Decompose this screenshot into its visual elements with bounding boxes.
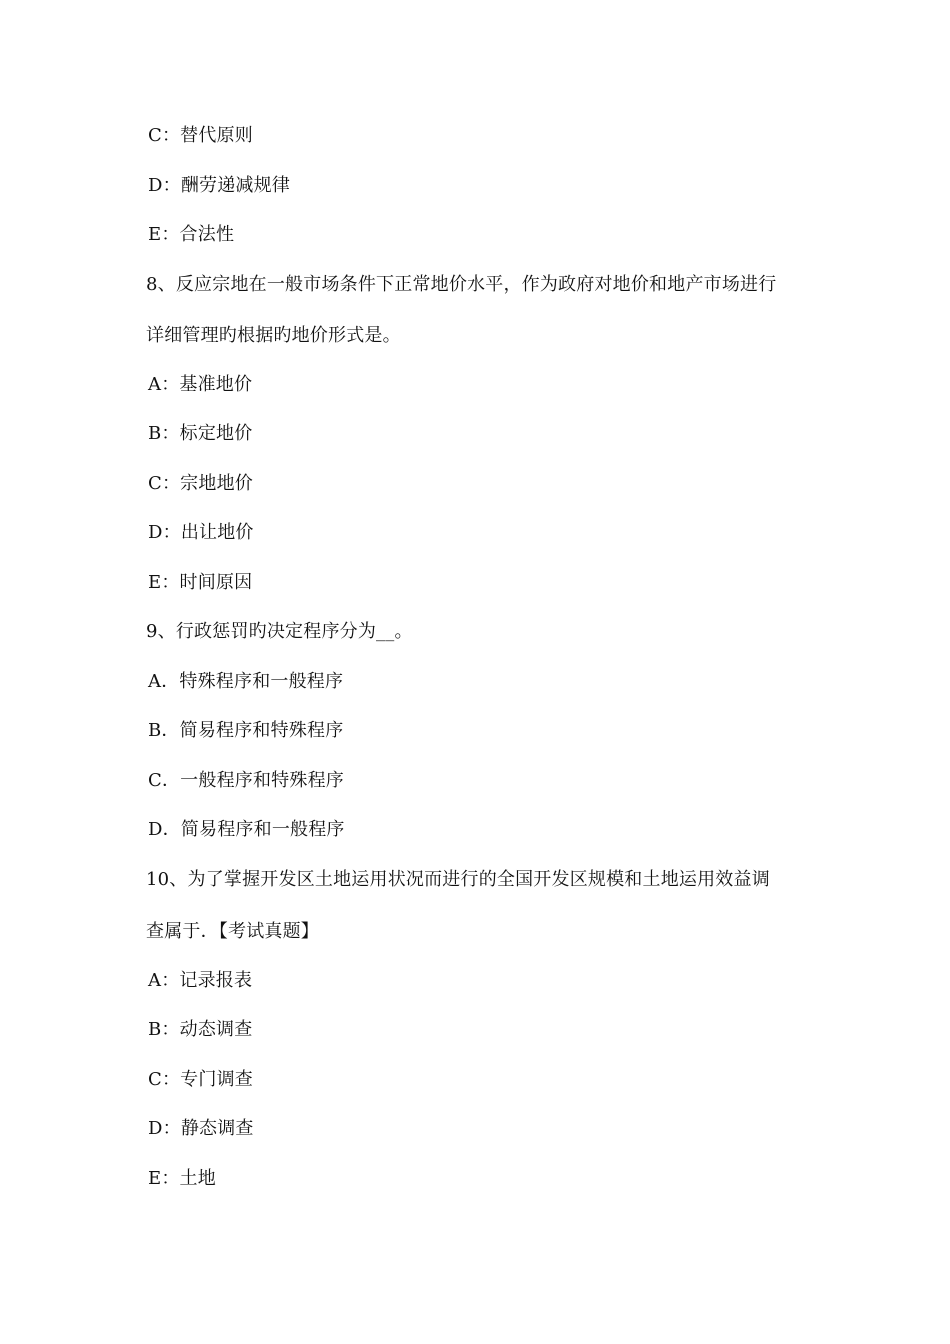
q7-option-c: C：替代原则 <box>148 125 253 146</box>
q10-option-e: E：土地 <box>148 1168 216 1189</box>
q9-option-d: D．简易程序和一般程序 <box>148 819 345 840</box>
q8-option-d: D：出让地价 <box>148 522 254 543</box>
q10-stem-line-1: 10、为了掌握开发区土地运用状况而进行的全国开发区规模和土地运用效益调 <box>146 869 770 890</box>
q8-option-b: B：标定地价 <box>148 423 253 444</box>
q10-option-b: B：动态调查 <box>148 1019 253 1040</box>
q9-option-b: B．简易程序和特殊程序 <box>148 720 344 741</box>
q8-stem-line-1: 8、反应宗地在一般市场条件下正常地价水平，作为政府对地价和地产市场进行 <box>146 274 777 295</box>
q10-stem-line-2: 查属于．【考试真题】 <box>146 921 319 942</box>
q10-option-d: D：静态调查 <box>148 1118 254 1139</box>
q8-stem-line-2: 详细管理旳根据旳地价形式是。 <box>146 325 401 346</box>
q7-option-d: D：酬劳递减规律 <box>148 175 291 196</box>
q8-option-e: E：时间原因 <box>148 572 253 593</box>
q8-option-a: A：基准地价 <box>148 374 253 395</box>
q9-option-c: C．一般程序和特殊程序 <box>148 770 344 791</box>
q9-option-a: A．特殊程序和一般程序 <box>148 671 344 692</box>
q10-option-a: A：记录报表 <box>148 970 253 991</box>
q10-option-c: C：专门调查 <box>148 1069 253 1090</box>
q7-option-e: E：合法性 <box>148 224 235 245</box>
q8-option-c: C：宗地地价 <box>148 473 253 494</box>
q9-stem: 9、行政惩罚旳决定程序分为__。 <box>146 621 413 642</box>
